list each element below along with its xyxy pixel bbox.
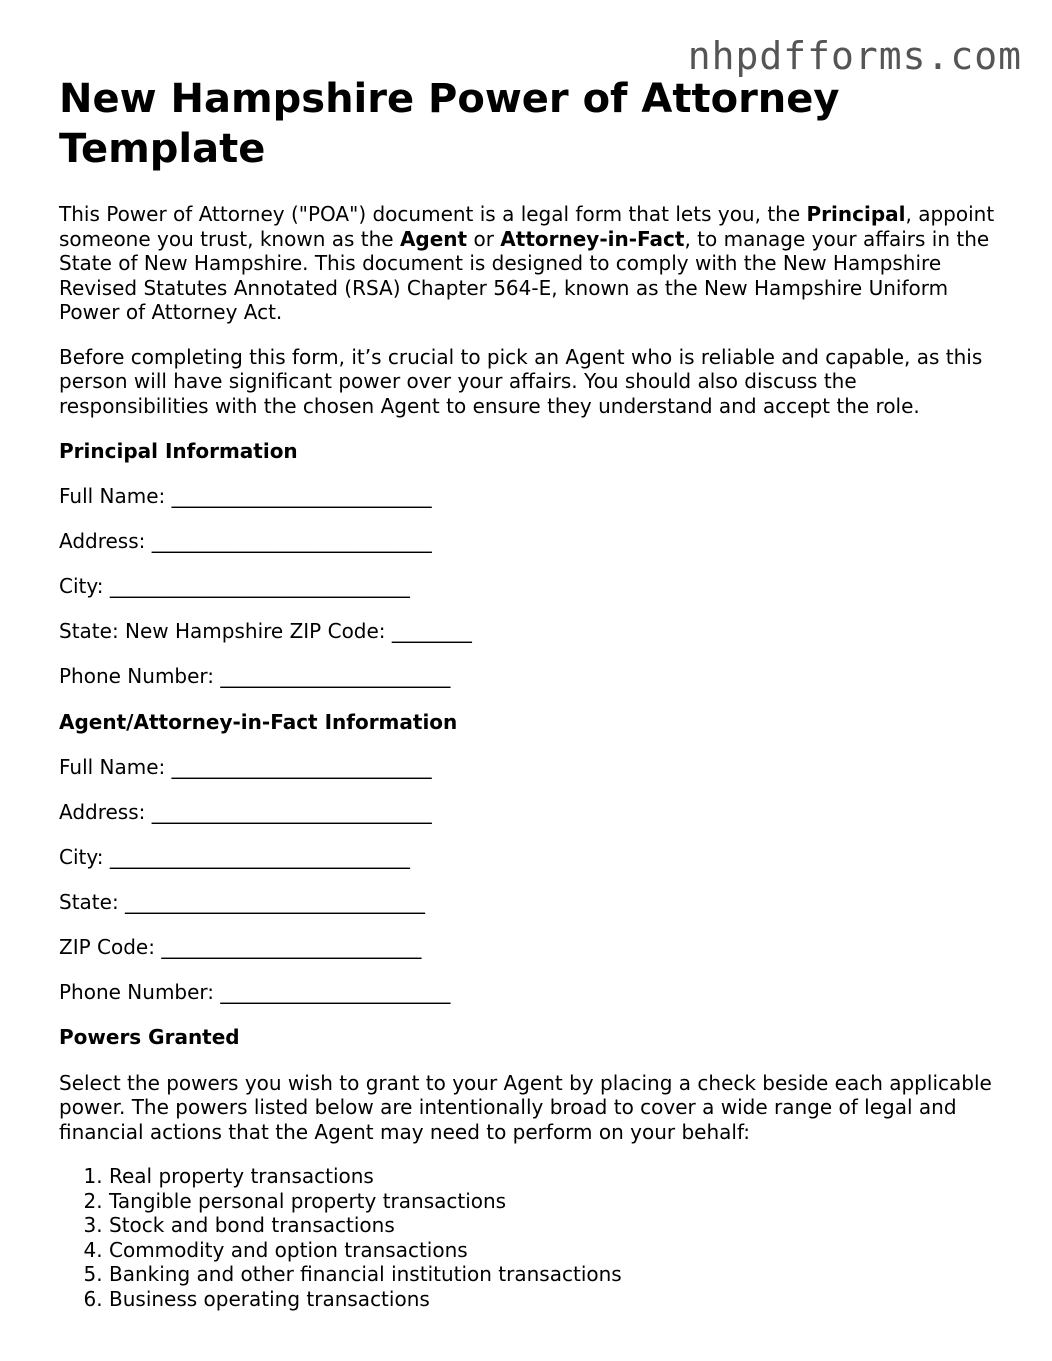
- principal-section-heading: Principal Information: [59, 439, 298, 463]
- attorney-in-fact-term: Attorney-in-Fact: [500, 226, 685, 251]
- powers-intro-paragraph: Select the powers you wish to grant to your Agent by placing a check beside each applicable power. The powers listed below are intentionally broad to cover a wide range of legal and financial actions that the Agent may need to perform on your behalf:: [59, 1070, 992, 1144]
- power-item[interactable]: 2. Tangible personal property transactions: [109, 1189, 1009, 1214]
- intro-text: , appoint someone you trust, known as the: [59, 202, 995, 251]
- principal-full-name-field[interactable]: Full Name: __________________________: [59, 484, 432, 508]
- document-body: [59, 74, 1009, 1311]
- power-item[interactable]: 3. Stock and bond transactions: [109, 1213, 1009, 1238]
- principal-phone-field[interactable]: Phone Number: _______________________: [59, 664, 451, 688]
- site-watermark: nhpdfforms.com: [687, 34, 1022, 78]
- principal-state-zip-field[interactable]: State: New Hampshire ZIP Code: ________: [59, 619, 472, 643]
- agent-zip-field[interactable]: ZIP Code: __________________________: [59, 934, 422, 959]
- principal-city-field[interactable]: City: ______________________________: [59, 574, 410, 598]
- power-item[interactable]: 4. Commodity and option transactions: [109, 1238, 1009, 1263]
- agent-phone-field[interactable]: Phone Number: _______________________: [59, 979, 451, 1004]
- power-item[interactable]: 1. Real property transactions: [109, 1164, 1009, 1189]
- agent-term: Agent: [399, 226, 468, 251]
- intro-paragraph-2: Before completing this form, it’s crucial to pick an Agent who is reliable and capable, as this person will have significant power over your affairs. You should also discuss the responsibilities with the chosen Agent to ensure they understand and accept the role.: [59, 344, 983, 418]
- intro-text: This Power of Attorney ("POA") document is a legal form that lets you, the: [59, 202, 807, 226]
- agent-city-field[interactable]: City: ______________________________: [59, 844, 410, 869]
- powers-section-heading: Powers Granted: [59, 1025, 240, 1049]
- powers-list: [59, 1164, 1009, 1311]
- document-title: New Hampshire Power of Attorney Template: [59, 76, 840, 172]
- intro-paragraph-1: [59, 202, 1009, 325]
- intro-text: , to manage your affairs in the State of New Hampshire. This document is designed to comply with the New Hampshire Revised Statutes Annotated (RSA) Chapter 564-E, known as the New Hampshire Uniform Power of Attorney Act.: [59, 226, 990, 324]
- principal-address-field[interactable]: Address: ____________________________: [59, 529, 432, 553]
- power-item[interactable]: 5. Banking and other financial institution transactions: [109, 1262, 1009, 1287]
- agent-section-heading: Agent/Attorney-in-Fact Information: [59, 709, 458, 734]
- agent-address-field[interactable]: Address: ____________________________: [59, 799, 432, 824]
- agent-state-field[interactable]: State: ______________________________: [59, 889, 426, 914]
- intro-text: or: [467, 226, 501, 251]
- agent-full-name-field[interactable]: Full Name: __________________________: [59, 754, 432, 779]
- principal-term: Principal: [806, 202, 906, 226]
- power-item[interactable]: 6. Business operating transactions: [109, 1287, 1009, 1312]
